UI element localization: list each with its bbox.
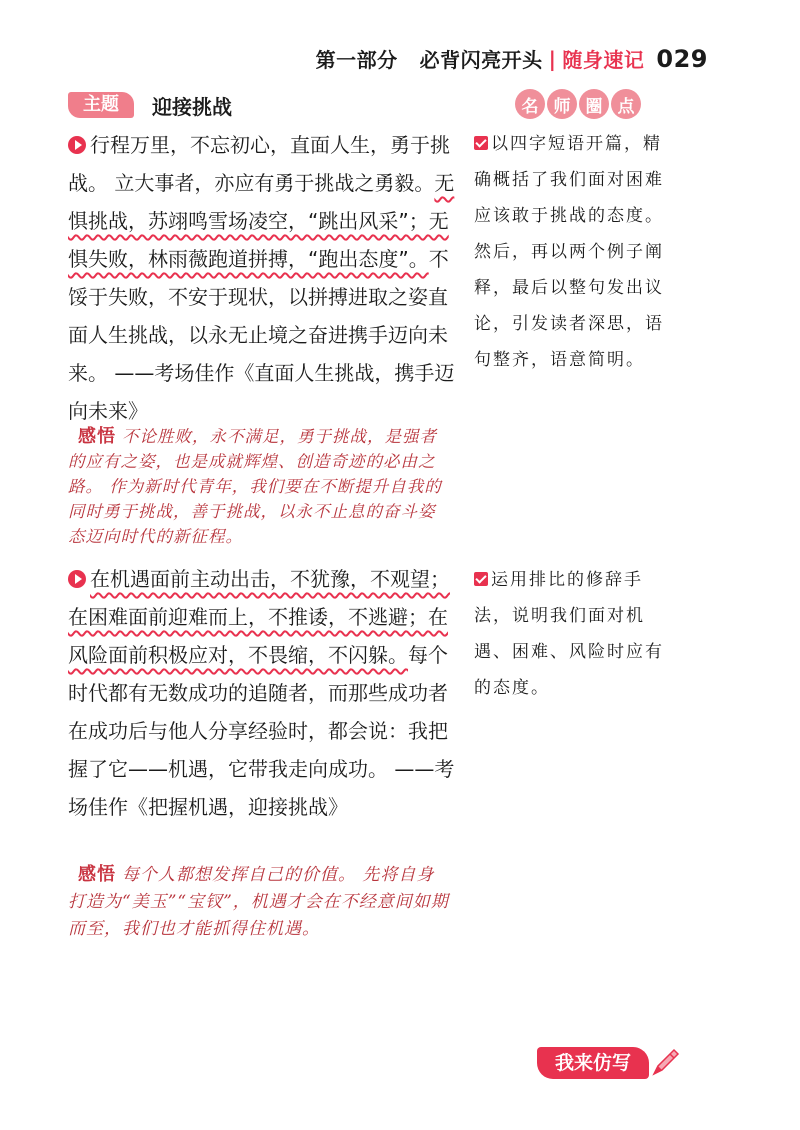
passage-2-highlight: 在机遇面前主动出击，不犹豫，不观望；在困难面前迎难而上，不推诿，不逃避；在风险面前积极应对，不畏缩，不闪躲。 [68, 567, 450, 667]
topic-tag: 主题 [68, 92, 134, 118]
header-separator: | [548, 46, 557, 71]
passage-1 [68, 126, 458, 430]
note-1 [474, 126, 674, 378]
insight-1 [68, 424, 450, 549]
teacher-circle-char: 点 [611, 89, 641, 119]
pencil-icon [648, 1046, 682, 1080]
teacher-circle-tag [515, 89, 643, 119]
play-marker-icon [68, 136, 86, 154]
insight-1-text: 不论胜败，永不满足，勇于挑战，是强者的应有之姿，也是成就辉煌、创造奇迹的必由之路。 作为新时代青年，我们要在不断提升自我的同时勇于挑战，善于挑战，以永不止息的奋斗姿态迈向时代的新征程。 [68, 427, 442, 546]
insight-2 [68, 861, 450, 943]
passage-2-post: 每个时代都有无数成功的追随者，而那些成功者在成功后与他人分享经验时，都会说：我把握了它——机遇，它带我走向成功。 ——考场佳作《把握机遇，迎接挑战》 [68, 643, 455, 819]
header-section: 必背闪亮开头 [419, 48, 543, 72]
passage-1-pre: 行程万里，不忘初心，直面人生，勇于挑战。 立大事者，亦应有勇于挑战之勇毅。 [68, 133, 450, 195]
teacher-circle-char: 名 [515, 89, 545, 119]
insight-2-label: 感悟 [78, 864, 116, 885]
play-marker-icon [68, 570, 86, 588]
passage-1-post: 不馁于失败，不安于现状，以拼搏进取之姿直面人生挑战，以永无止境之奋进携手迈向未来。 ——考场佳作《直面人生挑战，携手迈向未来》 [68, 247, 455, 423]
topic-title: 迎接挑战 [152, 95, 232, 119]
insight-2-text: 每个人都想发挥自己的价值。 先将自身打造为“美玉”“宝钗”，机遇才会在不经意间如期而至，我们也才能抓得住机遇。 [68, 865, 449, 939]
checkbox-icon [474, 136, 488, 150]
teacher-circle-char: 师 [547, 89, 577, 119]
passage-2 [68, 560, 458, 826]
teacher-circle-char: 圈 [579, 89, 609, 119]
passage-1-highlight: 无惧挑战，苏翊鸣雪场凌空，“跳出风采”；无惧失败，林雨薇跑道拼搏，“跑出态度”。 [68, 171, 455, 271]
insight-1-label: 感悟 [78, 426, 116, 447]
imitate-writing-button[interactable]: 我来仿写 [537, 1047, 649, 1079]
note-1-text: 以四字短语开篇，精确概括了我们面对困难应该敢于挑战的态度。然后，再以两个例子阐释，最后以整句发出议论，引发读者深思，语句整齐，语意简明。 [474, 134, 664, 370]
page-number: 029 [656, 44, 708, 73]
header-part: 第一部分 [315, 48, 398, 72]
note-2 [474, 562, 674, 706]
header-subsection: 随身速记 [562, 48, 645, 72]
note-2-text: 运用排比的修辞手法，说明我们面对机遇、困难、风险时应有的态度。 [474, 570, 664, 698]
page-header [316, 44, 708, 73]
checkbox-icon [474, 572, 488, 586]
